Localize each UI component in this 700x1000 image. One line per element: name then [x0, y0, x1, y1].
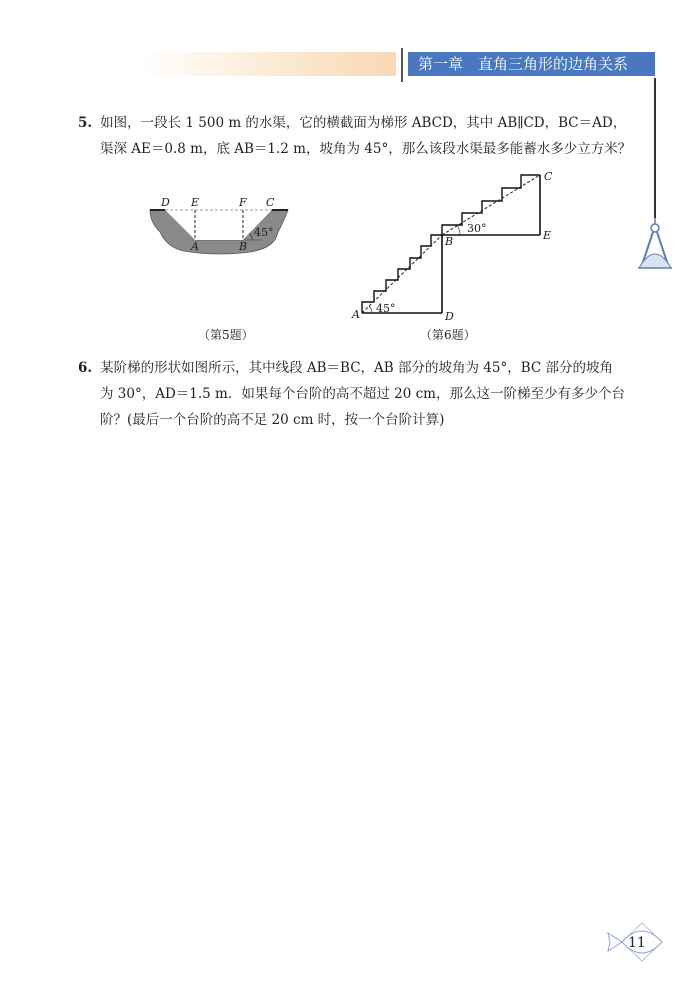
label-b: B — [445, 235, 454, 248]
label-a: A — [191, 240, 199, 253]
figure-5-canal — [140, 190, 300, 260]
problem-text: 如图，一段长 1 500 m 的水渠，它的横截面为梯形 ABCD，其中 AB∥CD，BC＝AD， — [100, 115, 627, 131]
figure-5-caption: （第5题） — [198, 328, 254, 342]
problem-text: 为 30°，AD＝1.5 m．如果每个台阶的高不超过 20 cm，那么这一阶梯至少有多少个台 — [100, 386, 625, 402]
problem-number: 5. — [78, 115, 93, 131]
compass-icon — [636, 218, 674, 272]
figure-6-caption: （第6题） — [420, 328, 476, 342]
label-d: D — [161, 196, 170, 209]
figure-6-stairs — [345, 165, 560, 325]
problem-text: 阶？(最后一个台阶的高不足 20 cm 时，按一个台阶计算) — [100, 412, 445, 428]
problem-text: 渠深 AE＝0.8 m，底 AB＝1.2 m，坡角为 45°，那么该段水渠最多能蓄水多少立方米？ — [100, 141, 632, 157]
label-c: C — [266, 196, 275, 209]
label-b: B — [239, 240, 248, 253]
chapter-title: 第一章 直角三角形的边角关系 — [408, 52, 655, 76]
problem-text: 某阶梯的形状如图所示，其中线段 AB＝BC，AB 部分的坡角为 45°，BC 部分的坡角 — [100, 360, 614, 376]
problem-5 — [78, 110, 638, 162]
label-c: C — [544, 170, 553, 183]
label-e: E — [543, 229, 552, 242]
header-divider — [401, 48, 403, 82]
problem-number: 6. — [78, 360, 93, 376]
page-number: 11 — [628, 935, 646, 951]
problem-6 — [78, 355, 638, 433]
header-decoration — [140, 52, 396, 76]
angle-45-label: 45° — [376, 302, 396, 315]
label-e: E — [191, 196, 200, 209]
angle-label: 45° — [254, 226, 274, 239]
angle-30-label: 30° — [467, 222, 487, 235]
label-f: F — [239, 196, 247, 209]
label-d: D — [445, 310, 454, 323]
margin-line — [654, 78, 656, 218]
label-a: A — [352, 308, 360, 321]
